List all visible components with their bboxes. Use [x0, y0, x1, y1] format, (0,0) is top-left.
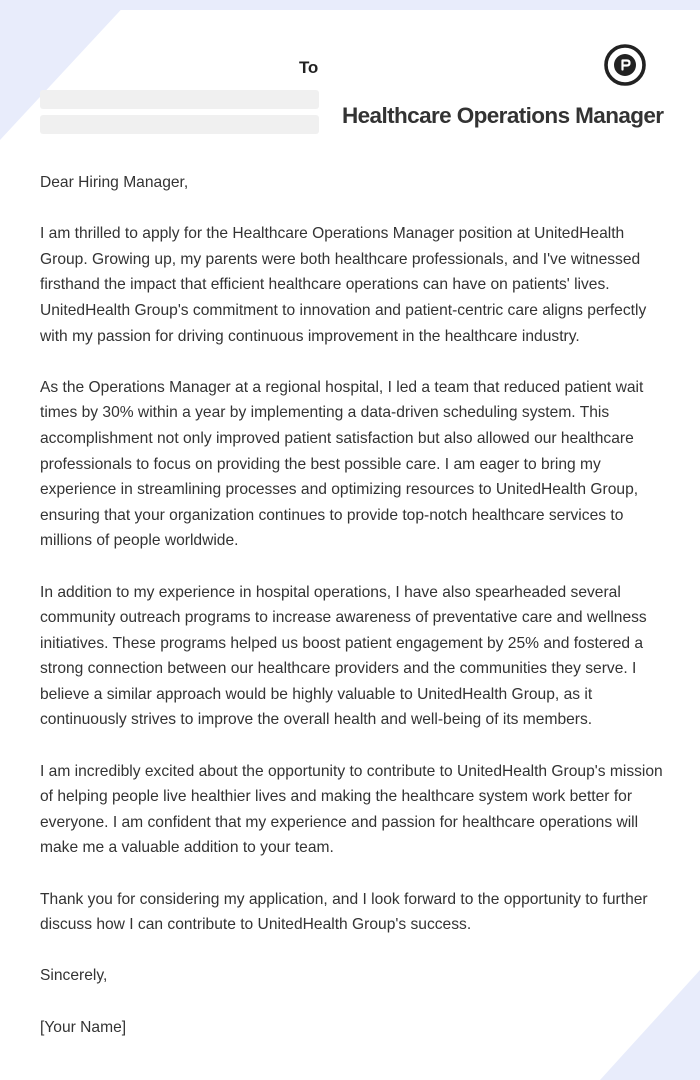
paragraph-4: I am incredibly excited about the opportunity to contribute to UnitedHealth Group's mission of helping people live healthier lives and making the healthcare system work better for everyone. I am confident that my experience and passion for healthcare operations will make me a valuable addition to your team. — [40, 762, 663, 857]
paragraph-5: Thank you for considering my application, and I look forward to the opportunity to further discuss how I can contribute to UnitedHealth Group's success. — [40, 890, 648, 934]
signature: [Your Name] — [40, 1018, 127, 1036]
paragraph-2: As the Operations Manager at a regional hospital, I led a team that reduced patient wait times by 30% within a year by implementing a data-driven scheduling system. This accomplishment not only improved patient satisfaction but also allowed our healthcare professionals to focus on providing the best possible care. I am eager to bring my experience in streamlining processes and optimizing resources to UnitedHealth Group, ensuring that your organization continues to provide top-notch healthcare services to millions of people worldwide. — [40, 378, 644, 550]
target-icon — [604, 44, 646, 86]
recipient-address-line-2 — [40, 115, 319, 134]
recipient-address-line-1 — [40, 90, 319, 109]
closing: Sincerely, — [40, 967, 108, 985]
to-label: To — [299, 58, 319, 77]
job-title: Healthcare Operations Manager — [342, 103, 664, 128]
greeting: Dear Hiring Manager, — [40, 174, 189, 191]
letter-body — [40, 170, 664, 1040]
paragraph-1: I am thrilled to apply for the Healthcare Operations Manager position at UnitedHealth Group. Growing up, my parents were both healthcare professionals, and I've witnessed firsthand the impact that efficient healthcare operations can have on patients' lives. UnitedHealth Group's commitment to innovation and patient-centric care aligns perfectly with my passion for driving continuous improvement in the healthcare industry. — [40, 225, 647, 345]
paragraph-3: In addition to my experience in hospital operations, I have also spearheaded several community outreach programs to increase awareness of preventative care and wellness initiatives. These programs helped us boost patient engagement by 25% and fostered a strong connection between our healthcare providers and the communities they serve. I believe a similar approach would be highly valuable to UnitedHealth Group, as it continuously strives to improve the overall health and well-being of its members. — [40, 583, 647, 729]
